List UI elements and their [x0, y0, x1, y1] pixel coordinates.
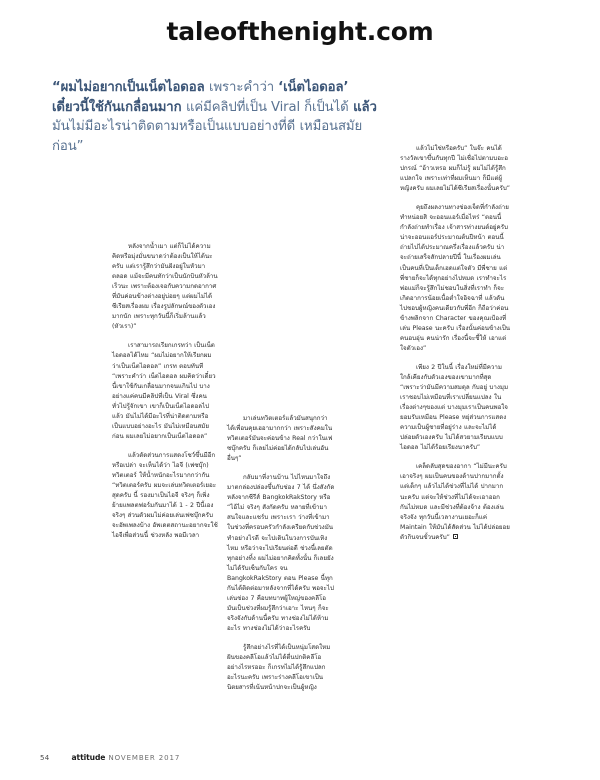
pull-quote-line1-strong: “ผมไม่อยากเป็นเน็ตไอดอล	[52, 80, 210, 95]
magazine-page	[0, 62, 600, 780]
paragraph: หลังจากน้ำเมา แต่ก็ไม่ได้ความคิดหรือมุ่งมั่นขนาดว่าต้องเป็นให้ได้นะครับ แต่เรารู้สึกว่ามันฝังอยู่ในหัวมาตลอด แม้จะมีคนทักว่าเป็นนักบินหัวล้านเร็วนะ เพราะต้องเจอกับความกดอากาศที่มันค่อนข้างต่างอยู่บ่อยๆ แต่ผมไม่ได้ซีเรียสเรื่องผม เรื่องรูปลักษณ์ของตัวเองมากนัก เพราะทุกวันนี้ก็เริ่มล้านแล้ว (หัวเรา)”	[112, 243, 218, 331]
paragraph: แล้วไม่ใช่หรือครับ” ในจ๊ะ คนได้รางวัลเขาขึ้นกันทุกปี ไม่เชื่อไปตามบอะอปกรณ์ “อ้าวเหรอ ผมก็ไม่รู้ ผมไม่ได้รู้สึกแปลกใจ เพราะเท่าที่ผมเห็นมา ก็มีแต่ผู้หญิงครับ ผมเลยไม่ได้ซีเรียสเรื่องนั้นครับ”	[400, 145, 510, 193]
paragraph: เราสามารถเรียกเกรทว่า เป็นเน็ตไอดอลได้ไหม “ผมไม่อยากให้เรียกผมว่าเป็นเน็ตไอดอล” เกรท ตอบทันที “เพราะคำว่า เน็ตไอดอล ผมคิดว่าเดี๋ยวนี้เขาใช้กันเกลื่อนมากจนแกินไป บางอย่างแค่คนมีคลิปที่เป็น Viral ซึ่งคนทั่วไปรู้จักเขา เขาก็เป็นเน็ตไอดอลไปแล้ว มันไม่ได้มีอะไรที่น่าติดตามหรือเป็นแบบอย่างอะไร มันไม่เหมือนสมัยก่อน ผมเลยไม่อยากเป็นเน็ตไอดอล”	[112, 342, 216, 440]
watermark-text: taleofthenight.com	[166, 16, 434, 46]
pull-quote-line2-strong: เดี๋ยวนี้ใช้กันเกลื่อนมาก	[52, 99, 186, 115]
folio-credit	[72, 753, 181, 762]
paragraph: เพียง 2 ปีในนี้ เรื่องใหม่ที่มีความใกล้เคียงกับตัวเองของเขามากที่สุด “เพราะว่ามันมีความสมดุล กับอยู่ บางมุมเราชอบไม่เหมือนที่เราเปลี่ยนแปลง ในเรื่องต่างๆของแต่ บางมุมเราเป็นคนพอใจยอมรับเหมือน Please หยุ่ส่วนการแสดงความเป็นผู้ชายที่อยู่ร่าง และจะไม่ได้ปล่อยตัวเองครับ ไม่ได้สวยามเรียบแบบ ไอดอล ไม่ได้ร้อยเรียงนาครับ”	[400, 363, 509, 452]
pull-quote-line4-light: เหมือนสมัยก่อน”	[52, 119, 363, 154]
pull-quote-line1-strong2: ‘เน็ตไอดอล’	[278, 80, 349, 95]
body-column-2	[227, 414, 335, 702]
magazine-brand-name: attitude	[71, 753, 106, 762]
body-column-1	[112, 242, 218, 550]
pull-quote-line3-strong: แล้ว	[353, 99, 377, 115]
pull-quote-line1-light: เพราะคำว่า	[209, 80, 279, 95]
paragraph: กลับมาที่งานบ้าน ไปไหนมาใจถึงมาตกล่องปล่องขึ้นกับช่อง 7 ได้ นึ่งสังกัดหลังจากซีรีส์ BangkokRakStory หรือ “ไอ้ไม่ จริงๆ สังกัดครับ หลายที่เข้ามาสนใจและแชร์บ เพราะเรา ว่างที่เข้ามาในช่วงที่ครอบครัวกำลังเครียดกับช่วงมันทำอย่างไรดี จะไปเดินในวงการบันเทิงไหม หรือว่าจะไปเรียนต่อดี ช่วงนี้เลยตัดทุกอย่างทิ้ง ผมไม่อยากคิดทั้งนั้น ก็เลยยังไม่ได้รับเซ็นกับใคร จน BangkokRakStory ตอน Please นี้ทุกกันได้ติดต่อมาหลังจากที่ได้ครับ พอจะไปเล่นช่อง 7 คือบทบาทผู้ใหญ่ของคลีโอ มันเป็นช่วงที่ผมรู้สึกว่าเอาะ ไหนๆ ก็จะจริงจังกับด้านนี้ครับ ทางช่องไม่ได้ห้ามอะไร ทางช่องไม่ได้ว่าอะไรครับ	[227, 474, 335, 632]
paragraph: รู้สึกอย่างไรที่ได้เป็นหนุ่มโสดใหม ฝันของคลีโอแล้วไม่ได้ตื่นปกติคลีโออย่างไรหรออะ ก็เกรทไม่ได้รู้สึกแปลกอะไรนะครับ เพราะร่างคลีโอเขาเป็นนิตยสารที่เน้นหน้าปกจะเป็นผู้หญิง	[227, 643, 331, 692]
pull-quote-line3-light: มันไม่มีอะไรน่าติดตามหรือเป็นแบบอย่างที่ดี	[52, 119, 296, 134]
paragraph: แล้วตัดส่วนการแสดงโชว์ขึ้นมีอีกหรือเปล่า จะเห็นได้ว่า ไอจี (เฟซบุ๊ก) ทวิตเตอร์ ให้น้ำหนักอะไรมากกว่ากัน “ทวิตเตอร์ครับ ผมจะเล่นทวิตเตอร์เยอะสุดครับ นี้ รองมาเป็นไอจี จริงๆ ก็เพิ่งย้ายแพลตฟอร์มกันมาได้ 1 - 2 ปีนี้เอง จริงๆ ส่วนตัวผมไม่ค่อยเล่นเฟซบุ๊กครับ จะอัพเพลงบ้าง อัพเดตสถานะอยากจะใช้ไอจีเพื่อส่วนนี้ ช่วงหลัง พอมีเวลา	[112, 451, 218, 540]
paragraph: คุยถึงผลงานทางช่องเจ็ดที่กำลังถ่ายทำหน่อยสิ จะออนแอร์เมื่อไหร่ “ตอนนี้กำลังถ่ายทำเรื่อง เจ้าสารท่างยนต์อยู่ครับ น่าจะออนแอร์ประมาณต้นปีหน้า ตอนนี้ถ่ายไปได้ประมาณครึ่งเรื่องแล้วครับ น่าจะถ่ายเสร็จสักปลายปีนี้ ในเรื่องผมเล่นเป็นคนที่เป็นเด็กเฮดแต่ใจตัว มีพี่ชาย แต่พี่ชายก็จะได้ทุกอย่างไปหมด เราทำจะไรพ่อแม่ก็จะรู้สึกไม่ชอบในสิ่งที่เราทำ ก็จะเกิดอาการน้อยเนื้อต่ำใจอิจฉาที่ แล้วดันไปชอบผู้หญิงคนเดียวกับพี่อีก ก็ถือว่าค่อนข้างพลิกจาก Character ของคุณเป้องที่เล่น Please นะครับ เรื่องนั้นค่อนข้างเป็นคนอบอุ่น คนน่ารัก เรื่องนี้จะชี้ให้ เอาแต่ใจตัวเอง”	[400, 204, 510, 352]
pull-quote	[52, 78, 380, 156]
end-of-article-marker-icon	[453, 534, 458, 539]
page-folio	[40, 753, 180, 762]
watermark-header	[0, 0, 600, 62]
folio-page-number: 54	[40, 754, 50, 762]
pull-quote-line2-light: แค่มีคลิปที่เป็น Viral ก็เป็นได้	[186, 99, 349, 115]
body-column-3	[400, 144, 510, 552]
paragraph-final-text: เคล็ดลับสุดของอากา “ไม่มีนะครับ เอาจริงๆ ผมเป็นคนของด้านปากมากตั้งแต่เด็กๆ แล้วไม่ได้ช่วงที่ไม่ได้ ปากมากนะครับ แต่จะให้ช่วงที่ไม่ได้จะเอาออก กันไม่หมด และมีช่วงที่ต้องจ้าง ต้องเล่นจริงจัง ทุกวันนี้เวลางานเยอะก็แค่ Maintain ให้มันได้สัดส่วน ไม่ได้ปล่อยอยตัวกินจนขั้วนครับ”	[400, 463, 510, 541]
paragraph: มาเล่นทวิตเตอร์แล้วมันสนุกกว่า ได้เพื่อนคุยเฮอามากกว่า เพราะสังคมในทวิตเตอร์มันจะค่อนข้าง Real กว่าในเฟซบุ๊กครับ ก็เลยไม่ค่อยได้กลับไปเล่นอันอื่นๆ”	[227, 415, 333, 463]
issue-date: NOVEMBER 2017	[108, 754, 181, 762]
paragraph-final	[400, 462, 510, 542]
